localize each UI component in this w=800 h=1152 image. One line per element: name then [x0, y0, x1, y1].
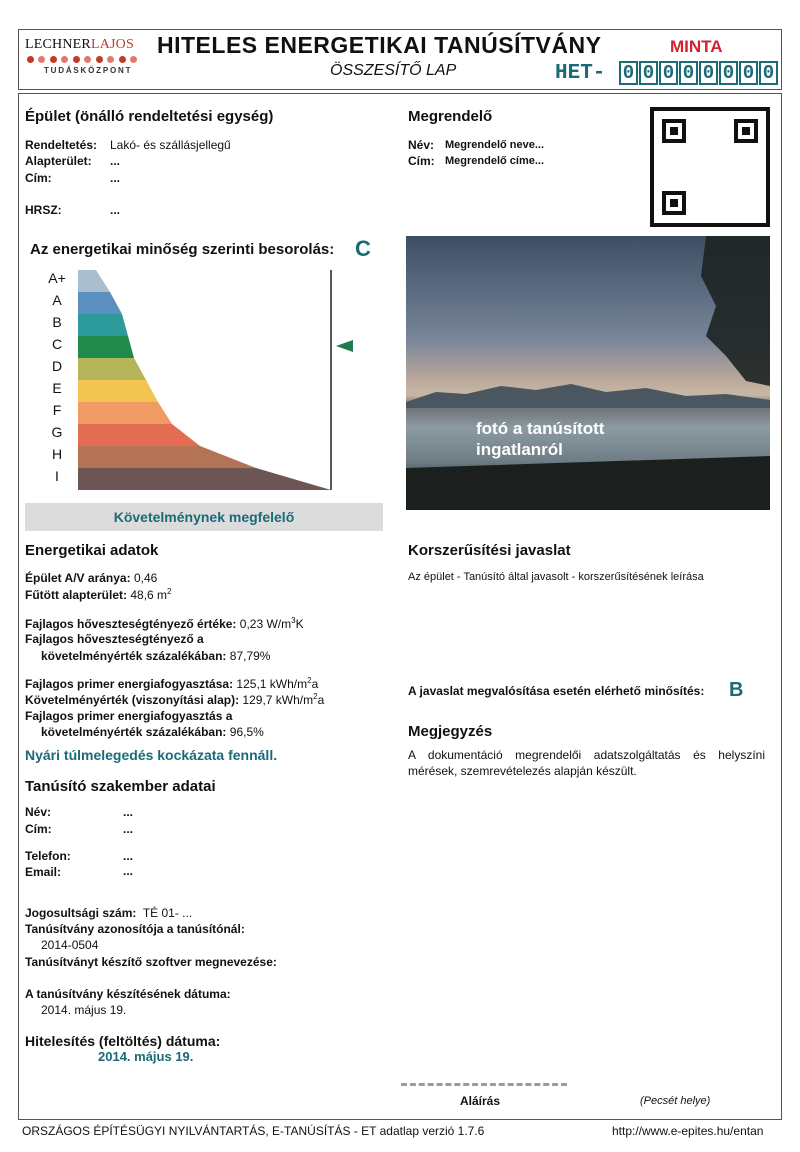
property-photo [406, 236, 770, 510]
het-digit: 0 [699, 61, 718, 85]
requirement-label: Követelményérték (viszonyítási alap): [25, 693, 240, 707]
rating-class-label: F [52, 402, 62, 418]
achievable-label: A javaslat megvalósítása esetén elérhető minősítés: [408, 684, 705, 698]
auth-date-label: Hitelesítés (feltöltés) dátuma: [25, 1033, 221, 1049]
address-value: ... [110, 171, 121, 185]
expert-email-value: ... [123, 864, 134, 878]
rating-band-D [78, 358, 146, 380]
license-value: TÉ 01- ... [142, 906, 193, 920]
het-digit: 0 [619, 61, 638, 85]
hrsz-value: ... [110, 203, 121, 217]
rating-band-I [78, 468, 331, 490]
note-section-title: Megjegyzés [408, 723, 493, 740]
het-digit: 0 [759, 61, 778, 85]
het-prefix: HET- [555, 62, 606, 85]
het-digit: 0 [719, 61, 738, 85]
date-value: 2014. május 19. [41, 1003, 127, 1017]
rating-class-label: G [51, 424, 63, 440]
purpose-label: Rendeltetés: [25, 138, 98, 152]
htc-pct-row [41, 649, 270, 663]
energy-section-title: Energetikai adatok [25, 542, 159, 559]
signature-label: Aláírás [460, 1094, 501, 1108]
qr-code-icon [650, 107, 770, 227]
rating-band-C [78, 336, 134, 358]
document-subtitle: ÖSSZESÍTŐ LAP [330, 62, 457, 79]
htc-value: 0,23 W/m [239, 617, 292, 631]
primary-pct-row [41, 725, 264, 739]
client-address-value: Megrendelő címe... [445, 155, 545, 167]
rating-band-H [78, 446, 256, 468]
sample-watermark: MINTA [670, 37, 723, 56]
license-row [25, 906, 192, 920]
footer-url-link[interactable]: http://www.e-epites.hu/entan [612, 1124, 764, 1138]
rating-class-label: A+ [48, 270, 66, 286]
expert-section-title: Tanúsító szakember adatai [25, 778, 216, 795]
cert-id-value: 2014-0504 [41, 938, 99, 952]
client-address-label: Cím: [408, 154, 435, 168]
primary-value: 125,1 kWh/m [236, 677, 308, 691]
rating-band-G [78, 424, 200, 446]
note-text: A dokumentáció megrendelői adatszolgáltatás és helyszíni mérések, szemrevételezés alapján készült. [408, 748, 765, 778]
rating-class-label: I [55, 468, 59, 484]
achievable-value: B [729, 679, 744, 701]
logo-main-dark: LECHNER [25, 37, 91, 52]
rating-class-label: C [51, 336, 63, 352]
heated-area-label: Fűtött alapterület: [25, 588, 127, 602]
rating-band-F [78, 402, 172, 424]
license-label: Jogosultsági szám: [25, 906, 137, 920]
rating-class-label: A [52, 292, 62, 308]
het-digit: 0 [639, 61, 658, 85]
av-row [25, 571, 157, 585]
rating-class-label: H [51, 446, 63, 462]
date-label: A tanúsítvány készítésének dátuma: [25, 987, 231, 1001]
expert-phone-value: ... [123, 849, 134, 863]
area-label: Alapterület: [25, 154, 92, 168]
rating-scale-chart [0, 0, 400, 500]
rating-band-E [78, 380, 158, 402]
stamp-label: (Pecsét helye) [640, 1095, 711, 1107]
upgrade-section-title: Korszerűsítési javaslat [408, 542, 571, 559]
requirement-sup: 2 [313, 692, 318, 701]
het-number [619, 61, 779, 85]
client-name-value: Megrendelő neve... [445, 139, 545, 151]
expert-phone-label: Telefon: [25, 849, 71, 863]
requirement-value: 129,7 kWh/m [242, 693, 314, 707]
het-digit: 0 [739, 61, 758, 85]
htc-unit-tail: K [295, 617, 304, 631]
expert-name-label: Név: [25, 805, 52, 819]
building-section-title: Épület (önálló rendeltetési egység) [25, 108, 274, 125]
photo-caption-line2: ingatlanról [476, 440, 563, 459]
upgrade-text: Az épület - Tanúsító által javasolt - korszerűsítésének leírása [408, 571, 704, 583]
requirement-tail: a [317, 693, 325, 707]
primary-label: Fajlagos primer energiafogyasztása: [25, 677, 234, 691]
rating-class-label: E [52, 380, 62, 396]
htc-row [25, 616, 304, 631]
expert-email-label: Email: [25, 865, 62, 879]
area-value: ... [110, 154, 121, 168]
rating-band-A+ [78, 270, 110, 292]
primary-pct-label2: követelményérték százalékában: [41, 725, 227, 739]
htc-pct-label1: Fajlagos hőveszteségtényező a [25, 632, 204, 646]
rating-class-label: B [52, 314, 62, 330]
summer-risk-warning: Nyári túlmelegedés kockázata fennáll. [25, 747, 278, 763]
rating-title: Az energetikai minőség szerinti besorolás: [30, 241, 335, 258]
av-value: 0,46 [133, 571, 158, 585]
heated-area-row [25, 587, 171, 602]
purpose-value: Lakó- és szállásjellegű [110, 138, 231, 152]
compliance-status: Követelménynek megfelelő [25, 503, 383, 531]
footer-registry: ORSZÁGOS ÉPÍTÉSÜGYI NYILVÁNTARTÁS, E-TANÚSÍTÁS - ET adatlap verzió 1.7.6 [22, 1124, 485, 1138]
heated-area-sup: 2 [167, 587, 172, 596]
software-label: Tanúsítványt készítő szoftver megnevezése: [25, 955, 277, 969]
het-digit: 0 [659, 61, 678, 85]
av-label: Épület A/V aránya: [25, 571, 131, 585]
logo-subtitle: TUDÁSKÖZPONT [44, 66, 133, 75]
logo-main-red: LAJOS [90, 37, 134, 52]
expert-address-value: ... [123, 822, 134, 836]
rating-arrow-icon [336, 340, 353, 352]
client-name-label: Név: [408, 138, 435, 152]
het-digit: 0 [679, 61, 698, 85]
primary-row [25, 676, 318, 691]
address-label: Cím: [25, 171, 52, 185]
signature-line [401, 1083, 567, 1086]
primary-pct-label1: Fajlagos primer energiafogyasztás a [25, 709, 233, 723]
rating-class-label: D [51, 358, 63, 374]
primary-pct-value: 96,5% [229, 725, 264, 739]
auth-date-value: 2014. május 19. [98, 1049, 194, 1064]
photo-caption-line1: fotó a tanúsított [476, 419, 605, 438]
photo-caption [476, 418, 604, 460]
rating-band-B [78, 314, 128, 336]
primary-tail: a [311, 677, 319, 691]
htc-label: Fajlagos hőveszteségtényező értéke: [25, 617, 237, 631]
rating-value: C [355, 236, 371, 261]
expert-name-value: ... [123, 805, 134, 819]
cert-id-label: Tanúsítvány azonosítója a tanúsítónál: [25, 922, 245, 936]
hrsz-label: HRSZ: [25, 203, 62, 217]
heated-area-value: 48,6 m [130, 588, 168, 602]
htc-pct-value: 87,79% [229, 649, 271, 663]
htc-sup: 3 [291, 616, 296, 625]
requirement-row [25, 692, 324, 707]
primary-sup: 2 [307, 676, 312, 685]
client-section-title: Megrendelő [408, 108, 493, 125]
expert-address-label: Cím: [25, 822, 52, 836]
htc-pct-label2: követelményérték százalékában: [41, 649, 227, 663]
document-title: HITELES ENERGETIKAI TANÚSÍTVÁNY [157, 32, 602, 58]
rating-band-A [78, 292, 122, 314]
